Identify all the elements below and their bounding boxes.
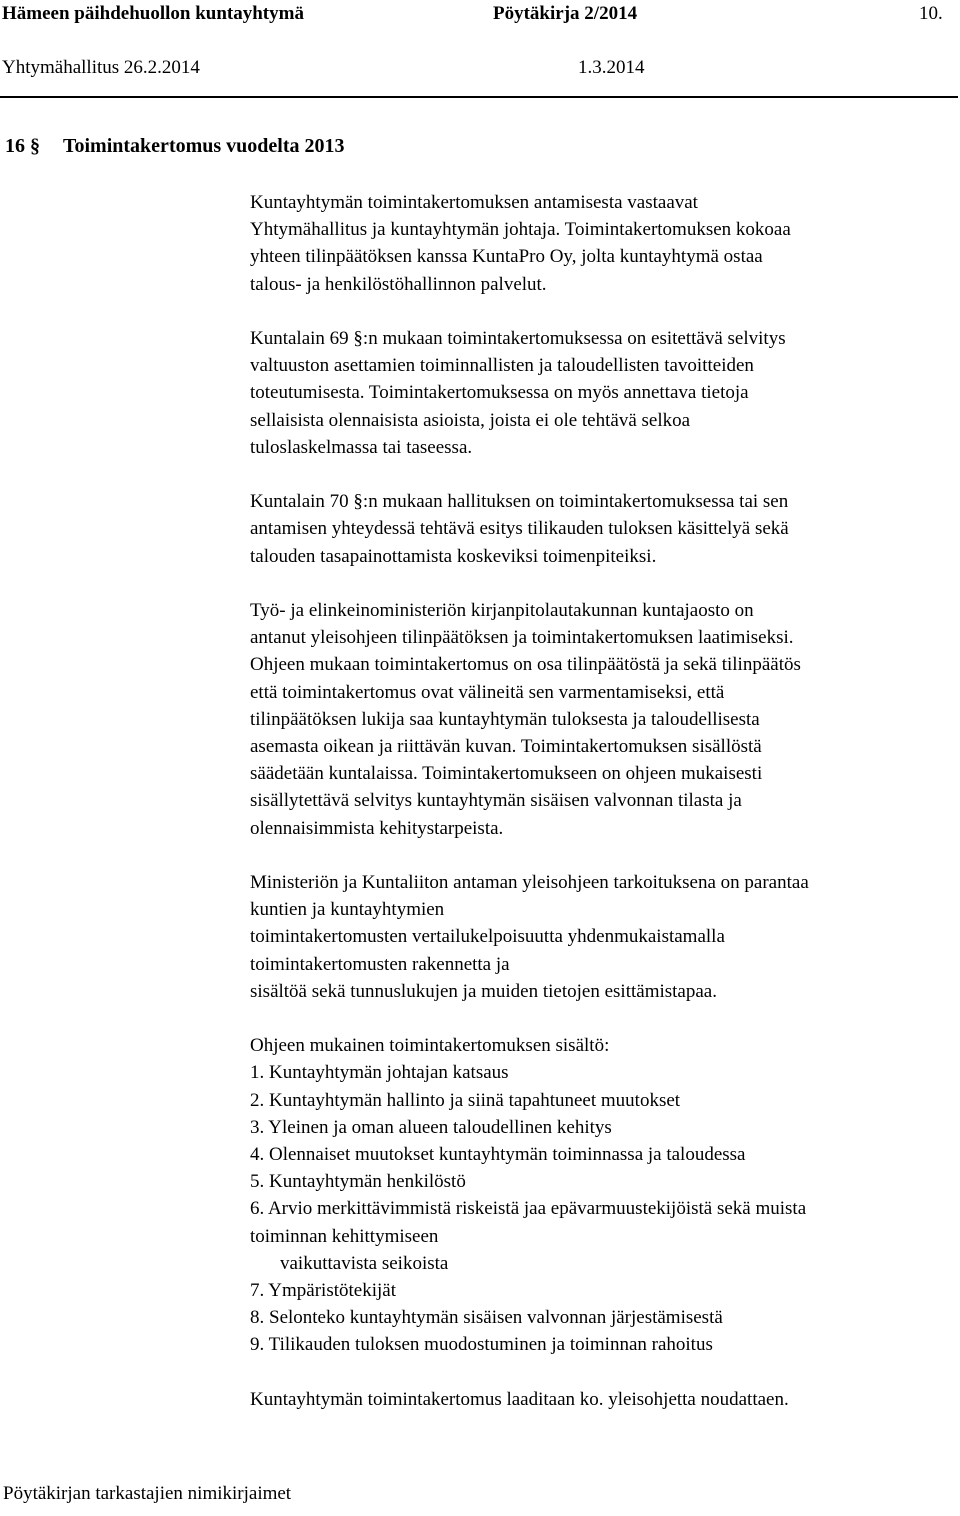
document-body — [250, 189, 955, 1413]
text-line: Yhtymähallitus ja kuntayhtymän johtaja. Toimintakertomuksen kokoaa — [250, 219, 791, 241]
text-line: asemasta oikean ja riittävän kuvan. Toimintakertomuksen sisällöstä — [250, 736, 762, 758]
closing-paragraph — [250, 1386, 955, 1413]
header-divider — [0, 96, 958, 98]
paragraph-3 — [250, 488, 955, 570]
list-item: 7. Ympäristötekijät — [250, 1280, 396, 1302]
text-line: Kuntayhtymän toimintakertomuksen antamisesta vastaavat — [250, 192, 698, 213]
footer-initials-label: Pöytäkirjan tarkastajien nimikirjaimet — [3, 1483, 292, 1504]
text-line: Kuntalain 70 §:n mukaan hallituksen on toimintakertomuksessa tai sen — [250, 491, 789, 513]
list-item: 1. Kuntayhtymän johtajan katsaus — [250, 1062, 509, 1084]
text-line: toteutumisesta. Toimintakertomuksessa on myös annettava tietoja — [250, 382, 749, 404]
list-item: 2. Kuntayhtymän hallinto ja siinä tapahtuneet muutokset — [250, 1089, 681, 1111]
text-line: kuntien ja kuntayhtymien — [250, 899, 445, 921]
text-line: säädetään kuntalaissa. Toimintakertomukseen on ohjeen mukaisesti — [250, 763, 763, 785]
list-item: 4. Olennaiset muutokset kuntayhtymän toiminnassa ja taloudessa — [250, 1144, 746, 1166]
list-item-continuation: vaikuttavista seikoista — [280, 1252, 449, 1274]
text-line: sellaisista olennaisista asioista, joista ei ole tehtävä selkoa — [250, 409, 691, 431]
text-line: valtuuston asettamien toiminnallisten ja taloudellisten tavoitteiden — [250, 355, 754, 377]
text-line: että toimintakertomus ovat välineitä sen varmentamiseksi, että — [250, 681, 725, 703]
header-meeting: Yhtymähallitus 26.2.2014 — [2, 57, 200, 78]
text-line: sisällytettävä selvitys kuntayhtymän sisäisen valvonnan tilasta ja — [250, 790, 742, 812]
paragraph-4 — [250, 597, 955, 842]
list-item-continuation: toiminnan kehittymiseen — [250, 1225, 439, 1247]
text-line: Kuntalain 69 §:n mukaan toimintakertomuksessa on esitettävä selvitys — [250, 328, 786, 349]
text-line: Ministeriön ja Kuntaliiton antaman yleisohjeen tarkoituksena on parantaa — [250, 872, 809, 894]
header-document-title: Pöytäkirja 2/2014 — [493, 3, 638, 24]
list-item: 3. Yleinen ja oman alueen taloudellinen kehitys — [250, 1116, 612, 1138]
header-organization: Hämeen päihdehuollon kuntayhtymä — [2, 3, 304, 24]
text-line: toimintakertomusten rakennetta ja — [250, 953, 510, 975]
text-line: tilinpäätöksen lukija saa kuntayhtymän tuloksesta ja taloudellisesta — [250, 708, 760, 730]
text-line: antanut yleisohjeen tilinpäätöksen ja toimintakertomuksen laatimiseksi. — [250, 627, 794, 649]
text-line: antamisen yhteydessä tehtävä esitys tilikauden tuloksen käsittelyä sekä — [250, 518, 789, 540]
header-date: 1.3.2014 — [578, 57, 645, 78]
text-line: toimintakertomusten vertailukelpoisuutta yhdenmukaistamalla — [250, 926, 725, 948]
list-item: 8. Selonteko kuntayhtymän sisäisen valvonnan järjestämisestä — [250, 1307, 723, 1329]
text-line: tuloslaskelmassa tai taseessa. — [250, 436, 473, 458]
text-line: Kuntayhtymän toimintakertomus laaditaan ko. yleisohjetta noudattaen. — [250, 1388, 789, 1410]
paragraph-2 — [250, 325, 955, 461]
section-heading — [5, 135, 345, 158]
text-line: yhteen tilinpäätöksen kanssa KuntaPro Oy, jolta kuntayhtymä ostaa — [250, 246, 763, 268]
text-line: talous- ja henkilöstöhallinnon palvelut. — [250, 273, 547, 295]
list-item: 9. Tilikauden tuloksen muodostuminen ja toiminnan rahoitus — [250, 1334, 713, 1356]
text-line: sisältöä sekä tunnuslukujen ja muiden tietojen esittämistapaa. — [250, 980, 717, 1002]
text-line: talouden tasapainottamista koskeviksi toimenpiteiksi. — [250, 545, 657, 567]
section-number: 16 § — [5, 135, 40, 157]
list-item: 6. Arvio merkittävimmistä riskeistä jaa epävarmuustekijöistä sekä muista — [250, 1198, 807, 1220]
text-line: Työ- ja elinkeinoministeriön kirjanpitolautakunnan kuntajaosto on — [250, 600, 754, 621]
paragraph-1 — [250, 189, 955, 298]
header-page-number: 10. — [919, 3, 943, 24]
section-title: Toimintakertomus vuodelta 2013 — [63, 135, 345, 157]
text-line: Ohjeen mukaan toimintakertomus on osa tilinpäätöstä ja sekä tilinpäätös — [250, 654, 801, 676]
list-item: 5. Kuntayhtymän henkilöstö — [250, 1171, 466, 1193]
contents-heading: Ohjeen mukainen toimintakertomuksen sisältö: — [250, 1035, 610, 1057]
paragraph-5 — [250, 869, 955, 1005]
contents-list — [250, 1032, 955, 1358]
text-line: olennaisimmista kehitystarpeista. — [250, 817, 504, 839]
